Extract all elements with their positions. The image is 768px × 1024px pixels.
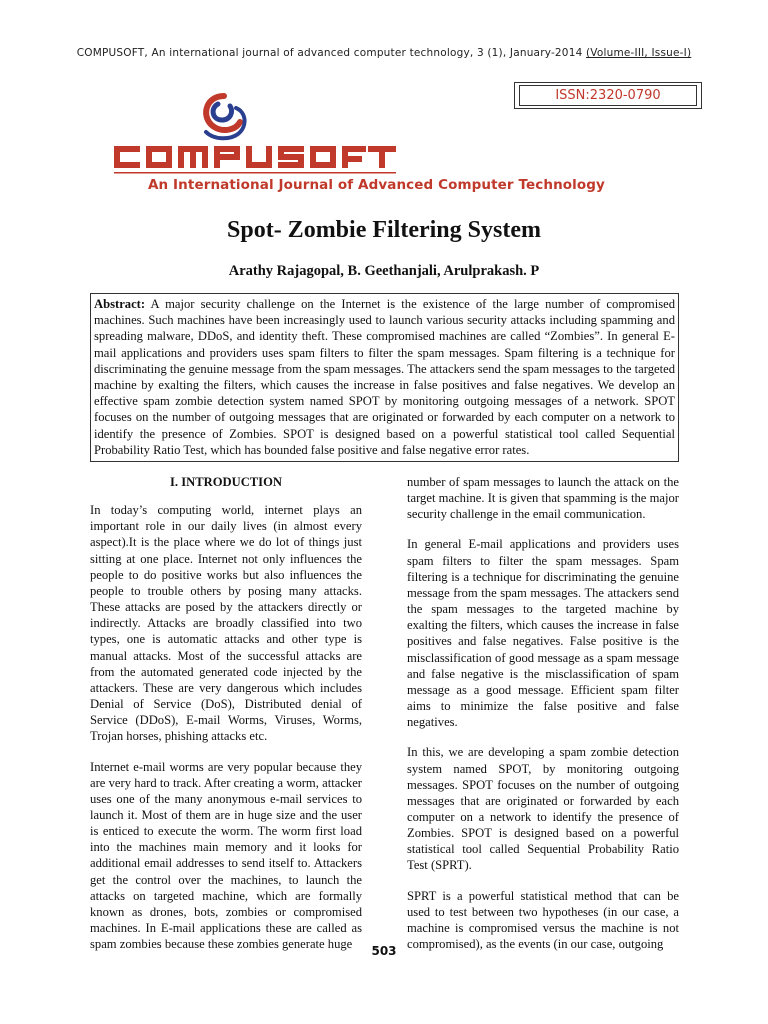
header-volume: (Volume-III, Issue-I) (586, 47, 692, 59)
paragraph: In general E-mail applications and providers uses spam filters to filter the spam messages. Spam filtering is a technique for discriminating the genuine message from the spam messages. The attackers send the spam messages to the targeted machine by exalting the filters, which causes the increase in false positives and false negatives. False positive is the misclassification of good message as a spam message and false negative is the misclassification of spam message as a good message. Efficient spam filter aims to minimize the false positive and false negatives. (407, 537, 679, 730)
abstract-label: Abstract: (94, 297, 146, 311)
paper-title: Spot- Zombie Filtering System (227, 217, 541, 243)
paper-authors: Arathy Rajagopal, B. Geethanjali, Arulprakash. P (228, 263, 540, 279)
running-header (0, 47, 768, 59)
issn-box (514, 82, 702, 109)
abstract-box (90, 293, 679, 462)
compusoft-logo (112, 88, 412, 178)
paragraph: SPRT is a powerful statistical method that can be used to test between two hypotheses (in our case, a machine is compromised versus the machine is not compromised), as the events (in our case, outgoing (407, 888, 679, 952)
header-citation: COMPUSOFT, An international journal of advanced computer technology, 3 (1), January-2014 (76, 47, 586, 59)
page-number: 503 (371, 944, 397, 958)
logo-underline (114, 172, 396, 174)
paragraph: In this, we are developing a spam zombie detection system named SPOT, by monitoring outgoing messages. SPOT focuses on the number of outgoing messages that are originated or forwarded by each computer on a network to identify the presence of Zombies. SPOT is designed based on a powerful statistical tool called Sequential Probability Ratio Test (SPRT). (407, 745, 679, 873)
abstract-text: A major security challenge on the Internet is the existence of the large number of compromised machines. Such machines have been increasingly used to launch various security attacks including spamming and spreading malware, DDoS, and identity theft. These compromised machines are called “Zombies”. In general E-mail applications and providers uses spam filters to filter the spam messages. Spam filtering is a technique for discriminating the genuine message from the spam messages. The attackers send the spam messages to the targeted machine by exalting the filters, which causes the increase in false positives and false negatives. We develop an effective spam zombie detection system named SPOT by monitoring outgoing messages of a network. SPOT focuses on the number of outgoing messages that are originated or forwarded by each computer on a network to identify the presence of Zombies. SPOT is designed based on a powerful statistical tool called Sequential Probability Ratio Test, which has bounded false positive and false negative error rates. (94, 297, 675, 457)
logo-wordmark (114, 146, 396, 168)
section-heading: I. INTRODUCTION (170, 475, 282, 489)
paragraph: Internet e-mail worms are very popular because they are very hard to track. After creating a worm, attacker uses one of the many anonymous e-mail services to launch it. Most of them are in huge size and the user is enticed to execute the worm. The worm first load into the machines main memory and it looks for additional email addresses to send itself to. Attackers get the control over the machines, to launch the attacks on targeted machine, which are formally known as drones, bots, zombies or compromised machines. In E-mail applications these are called as spam zombies because these zombies generate huge (90, 759, 362, 952)
right-column (407, 474, 679, 966)
paragraph: number of spam messages to launch the attack on the target machine. It is given that spamming is the major security challenge in the email communication. (407, 475, 679, 522)
issn-text: ISSN:2320-0790 (519, 85, 697, 106)
logo-swirl-icon (206, 96, 245, 138)
left-column (90, 474, 362, 966)
journal-tagline: An International Journal of Advanced Computer Technology (148, 177, 605, 193)
paragraph: In today’s computing world, internet plays an important role in our daily lives (in almost every aspect).It is the place where we do lot of things just sitting at one place. Internet not only influences the people to do positive works but also influences the people to trouble others by posing many attacks. These attacks are posed by the attackers directly or indirectly. Attacks are broadly classified into two types, one is automatic attacks and other type is manual attacks. Most of the successful attacks are from the automated generated code injected by the attackers. These are very dangerous which includes Denial of Service (DoS), Distributed denial of Service (DDoS), E-mail Worms, Viruses, Worms, Trojan horses, phishing attacks etc. (90, 503, 362, 744)
